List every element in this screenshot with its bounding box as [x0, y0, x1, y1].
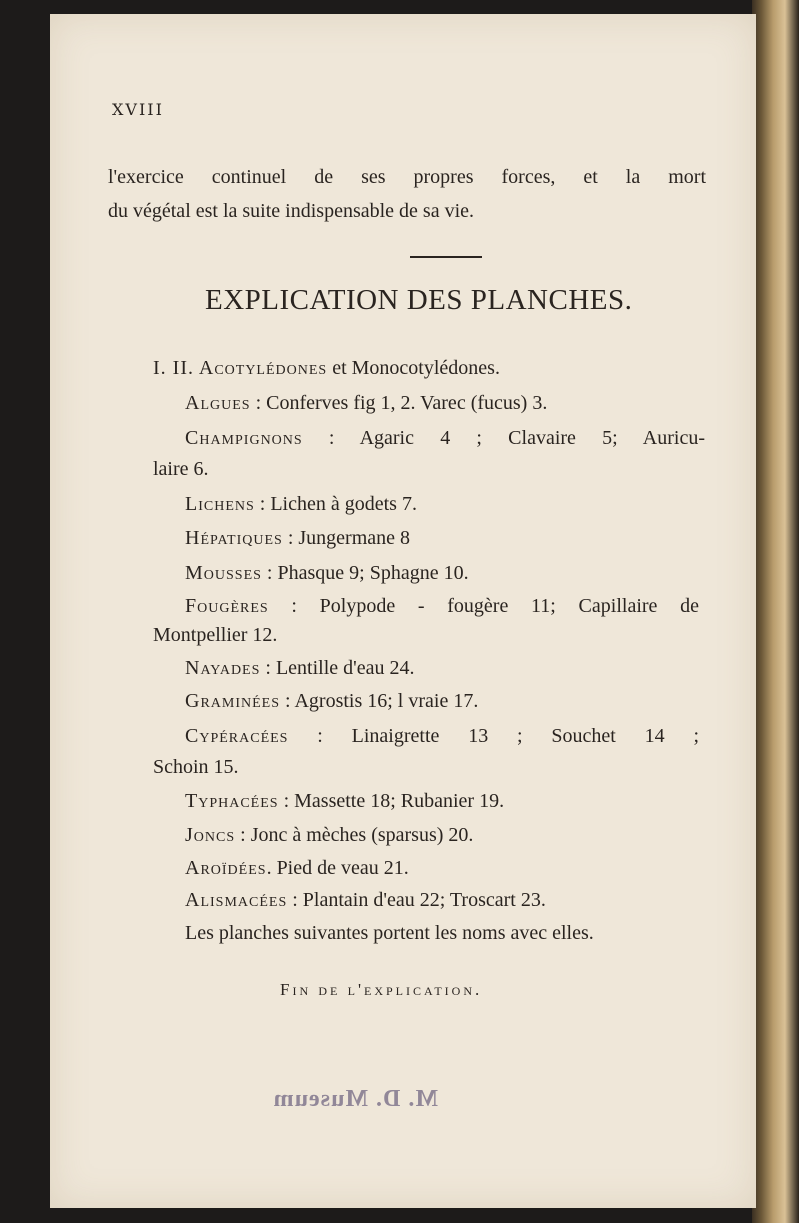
list-item: I. II. Acotylédones et Monocotylédones. [153, 357, 500, 379]
page-number: XVIII [112, 100, 164, 119]
list-item-continuation: laire 6. [153, 458, 209, 480]
intro-line-1: l'exercice continuel de ses propres forces, et la mort [108, 166, 706, 188]
list-item-continuation: Montpellier 12. [153, 624, 278, 646]
list-item: Graminées : Agrostis 16; l vraie 17. [185, 690, 479, 712]
adjacent-page-edge [752, 0, 799, 1223]
list-item: Nayades : Lentille d'eau 24. [185, 657, 415, 679]
section-heading: EXPLICATION DES PLANCHES. [205, 284, 633, 316]
library-stamp: M. D. Museum [272, 1086, 438, 1112]
list-item: Aroïdées. Pied de veau 21. [185, 857, 409, 879]
list-item: Hépatiques : Jungermane 8 [185, 527, 411, 549]
list-item: Les planches suivantes portent les noms avec elles. [185, 922, 594, 944]
intro-line-2: du végétal est la suite indispensable de sa vie. [108, 200, 475, 222]
list-item: Alismacées : Plantain d'eau 22; Troscart 23. [185, 889, 546, 911]
list-item: Fougères : Polypode - fougère 11; Capillaire de [185, 595, 699, 617]
closing-line: Fin de l'explication. [280, 980, 483, 999]
list-item: Algues : Conferves fig 1, 2. Varec (fucus) 3. [185, 392, 548, 414]
list-item: Lichens : Lichen à godets 7. [185, 493, 417, 515]
list-item: Mousses : Phasque 9; Sphagne 10. [185, 562, 469, 584]
list-item: Champignons : Agaric 4 ; Clavaire 5; Auricu- [185, 427, 705, 449]
list-item-continuation: Schoin 15. [153, 756, 239, 778]
section-rule [410, 256, 482, 258]
list-item: Typhacées : Massette 18; Rubanier 19. [185, 790, 505, 812]
list-item: Joncs : Jonc à mèches (sparsus) 20. [185, 824, 474, 846]
list-item: Cypéracées : Linaigrette 13 ; Souchet 14 ; [185, 725, 699, 747]
